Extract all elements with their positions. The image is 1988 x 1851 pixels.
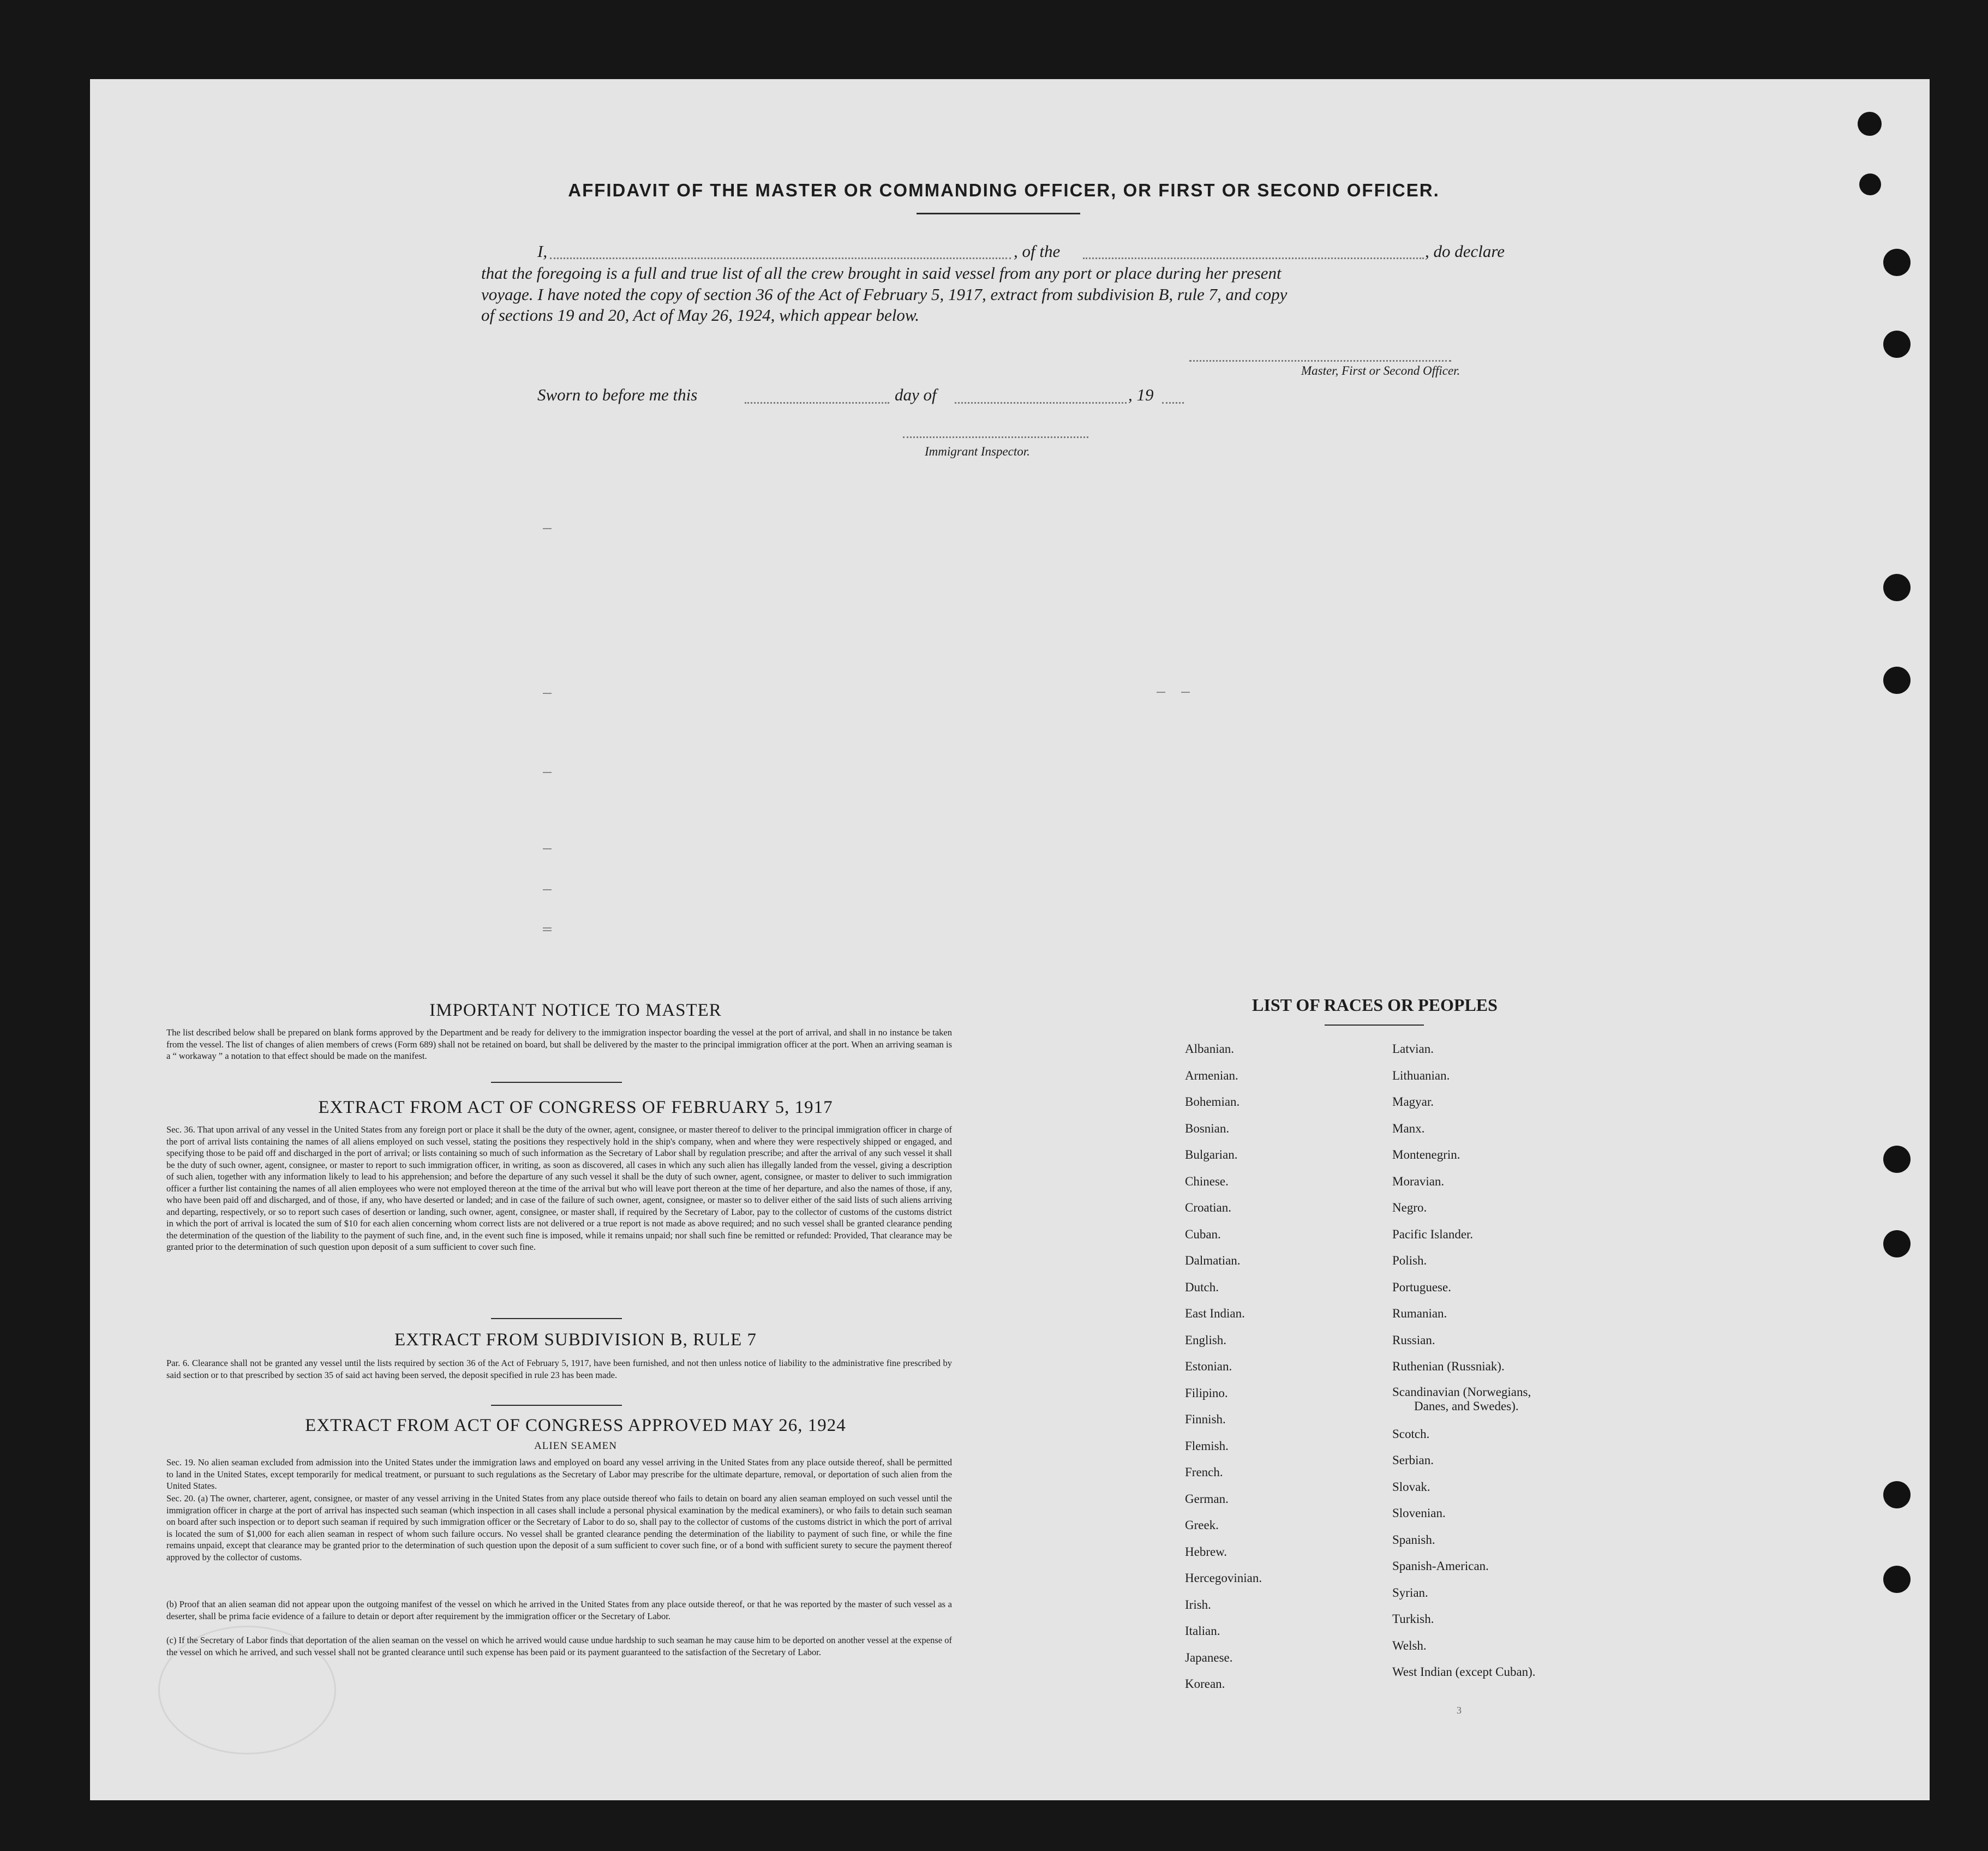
race-item: Ruthenian (Russniak). — [1392, 1359, 1505, 1373]
act-1924-subtitle: ALIEN SEAMEN — [534, 1440, 617, 1452]
race-item: Turkish. — [1392, 1612, 1434, 1626]
race-item: Dutch. — [1185, 1280, 1219, 1294]
race-item: Portuguese. — [1392, 1280, 1451, 1294]
race-item: French. — [1185, 1465, 1223, 1479]
race-item: Bohemian. — [1185, 1095, 1240, 1109]
race-item: Manx. — [1392, 1121, 1425, 1135]
rule7-title: EXTRACT FROM SUBDIVISION B, RULE 7 — [394, 1330, 757, 1350]
sworn-label: Sworn to before me this — [537, 385, 698, 404]
race-item: Lithuanian. — [1392, 1068, 1450, 1082]
race-item: Scandinavian (Norwegians, — [1392, 1385, 1531, 1399]
rule7-text: Par. 6. Clearance shall not be granted any vessel until the lists required by section 36 of the Act of February 5, 1917, have been furnished, and not then unless notice of liability to the administrative fine prescribed by said section or to that prescribed by section 35 of said act having been served, the deposit specified in rule 23 has been made. — [166, 1358, 952, 1380]
margin-tick — [1181, 692, 1190, 693]
declarant-name-field[interactable] — [550, 257, 1011, 259]
act-1924-title: EXTRACT FROM ACT OF CONGRESS APPROVED MAY 26, 1924 — [305, 1416, 846, 1435]
year-label: , 19 — [1128, 385, 1154, 404]
race-item: Finnish. — [1185, 1412, 1226, 1426]
race-item: Hebrew. — [1185, 1544, 1227, 1559]
race-item: Spanish. — [1392, 1532, 1435, 1547]
race-item: Slovenian. — [1392, 1506, 1446, 1520]
binder-hole — [1883, 1230, 1911, 1257]
race-item: Italian. — [1185, 1624, 1220, 1638]
race-item: West Indian (except Cuban). — [1392, 1665, 1536, 1679]
race-item: Slovak. — [1392, 1479, 1430, 1494]
declaration-do-declare: , do declare — [1425, 242, 1505, 261]
sworn-month-field[interactable] — [955, 402, 1127, 404]
race-item: Syrian. — [1392, 1585, 1428, 1600]
races-title: LIST OF RACES OR PEOPLES — [1252, 995, 1498, 1015]
declaration-of-the: , of the — [1014, 242, 1061, 261]
title-divider — [917, 213, 1080, 214]
race-item: Scotch. — [1392, 1427, 1430, 1441]
notice-title: IMPORTANT NOTICE TO MASTER — [429, 1001, 722, 1020]
margin-tick — [543, 889, 552, 890]
race-item: Korean. — [1185, 1677, 1225, 1691]
declaration-line-3: voyage. I have noted the copy of section 36 of the Act of February 5, 1917, extract from subdivision B, rule 7, and copy — [481, 285, 1288, 304]
margin-tick — [543, 772, 552, 773]
race-item: Bulgarian. — [1185, 1148, 1238, 1161]
binder-hole — [1859, 173, 1881, 195]
race-item: Montenegrin. — [1392, 1148, 1460, 1161]
race-item: German. — [1185, 1491, 1229, 1506]
race-item: Albanian. — [1185, 1042, 1235, 1056]
declaration-line-2: that the foregoing is a full and true list of all the crew brought in said vessel from any port or place during her present — [481, 263, 1282, 283]
race-item: Serbian. — [1392, 1453, 1434, 1467]
notice-divider — [491, 1082, 622, 1083]
race-item: Bosnian. — [1185, 1121, 1230, 1135]
sworn-day-field[interactable] — [745, 402, 889, 404]
race-item: Rumanian. — [1392, 1307, 1447, 1320]
races-divider — [1325, 1025, 1424, 1026]
race-item: Irish. — [1185, 1597, 1211, 1612]
binder-hole — [1883, 1481, 1911, 1508]
inspector-signature-field[interactable] — [903, 436, 1088, 438]
declaration-line-4: of sections 19 and 20, Act of May 26, 1924, which appear below. — [481, 305, 920, 325]
race-item: Negro. — [1392, 1201, 1427, 1214]
race-item: English. — [1185, 1333, 1227, 1347]
race-item: Cuban. — [1185, 1227, 1221, 1241]
binder-hole — [1883, 249, 1911, 276]
race-item: Moravian. — [1392, 1174, 1445, 1188]
margin-tick — [1157, 692, 1165, 693]
race-item: Japanese. — [1185, 1650, 1233, 1664]
binder-hole — [1883, 331, 1911, 358]
binder-hole — [1858, 112, 1882, 136]
race-item: Dalmatian. — [1185, 1254, 1241, 1267]
race-item: Welsh. — [1392, 1638, 1427, 1652]
master-caption: Master, First or Second Officer. — [1301, 364, 1460, 378]
binder-hole — [1883, 667, 1911, 694]
race-item: East Indian. — [1185, 1307, 1245, 1320]
inspector-caption: Immigrant Inspector. — [925, 445, 1030, 458]
act-1924-sec20c: (c) If the Secretary of Labor finds that deportation of the alien seaman on the vessel on which he arrived would cause undue hardship to such seaman he may cause him to be deported on another vessel at the expense of the vessel on which he arrived, and such vessel shall not be granted clearance until such expense has been paid or its payment guaranteed to the satisfaction of the Secretary of Labor. — [166, 1635, 952, 1657]
margin-tick — [543, 528, 552, 529]
race-item: Flemish. — [1185, 1439, 1229, 1453]
binder-hole — [1883, 1146, 1911, 1173]
rule7-divider — [491, 1405, 622, 1406]
race-item: Magyar. — [1392, 1095, 1434, 1109]
page-mark: 3 — [1457, 1705, 1462, 1716]
race-item: Greek. — [1185, 1518, 1219, 1532]
race-item: Danes, and Swedes). — [1414, 1399, 1519, 1413]
act-1917-text: Sec. 36. That upon arrival of any vessel in the United States from any foreign port or place it shall be the duty of the owner, agent, consignee, or master thereof to deliver to the principal immigration officer in charge of the port of arrival lists containing the names of all aliens employed on such vessel, stating the positions they respectively hold in the ship's company, when and where they were respectively shipped or engaged, and specifying those to be paid off and discharged in the port of arrival; or lists containing so much of such information as the Secretary of Labor shall by regulation prescribe; and after the arrival of any such vessel it shall be the duty of such owner, agent, consignee, or master to report to such immigration officer, in writing, as soon as discovered, all cases in which any such alien has illegally landed from the vessel, giving a description of such alien, together with any information likely to lead to his apprehension; and before the departure of any such vessel it shall be the duty of such owner, agent, consignee, or master to deliver to such immigration officer a further list containing the names of all alien employees who were not employed thereon at the time of the arrival but who will leave port thereon at the time of her departure, and also the names of those, if any, who have been paid off and discharged, and of those, if any, who have deserted or landed; and in case of the failure of such owner, agent, consignee, or master so to deliver either of the said lists of such aliens arriving and departing, respectively, or so to report such cases of desertion or landing, such owner, agent, consignee, or master shall, if required by the Secretary of Labor, pay to the collector of customs of the customs district in which the port of arrival is located the sum of $10 for each alien concerning whom correct lists are not delivered or a true report is not made as above required; and no such vessel shall be granted clearance pending the determination of the question of the liability to the payment of such fine, and, in the event such fine is imposed, while it remains unpaid; nor shall such fine be remitted or refunded: Provided, That clearance may be granted prior to the determination of such question upon deposit of a sum sufficient to cover such fine. — [166, 1124, 952, 1252]
margin-tick — [543, 693, 552, 694]
binder-hole — [1883, 574, 1911, 601]
master-signature-field[interactable] — [1189, 360, 1451, 362]
margin-tick — [543, 927, 552, 929]
race-item: Croatian. — [1185, 1201, 1231, 1214]
declaration-i: I, — [537, 242, 548, 261]
act-1924-sec20b: (b) Proof that an alien seaman did not appear upon the outgoing manifest of the vessel on which he arrived in the United States from any place outside thereof, or that he was reported by the master of such vessel as a deserter, shall be prima facie evidence of a failure to detain or deport after requirement by the immigration officer or the Secretary of Labor. — [166, 1599, 952, 1621]
act-1924-sec20a: Sec. 20. (a) The owner, charterer, agent, consignee, or master of any vessel arriving in the United States from any place outside thereof who fails to detain on board any alien seaman employed on such vessel until the immigration officer in charge at the port of arrival has inspected such seaman (which inspection in all cases shall include a personal physical examination by the medical examiners), or who fails to detain such seaman on board after such inspection or to deport such seaman if required by such immigration officer or the Secretary of Labor to do so, shall pay to the collector of customs of the customs district in which the port of arrival is located the sum of $1,000 for each alien seaman in respect of whom such failure occurs. No vessel shall be granted clearance pending the determination of the liability to payment of such fine, or while the fine remains unpaid, except that clearance may be granted prior to the determination of such question upon the deposit of a sum sufficient to cover such fine, or of a bond with sufficient surety to secure the payment thereof approved by the collector of customs. — [166, 1493, 952, 1562]
act-1917-divider — [491, 1318, 622, 1319]
race-item: Filipino. — [1185, 1386, 1228, 1400]
notice-text: The list described below shall be prepared on blank forms approved by the Department and be ready for delivery to the immigration inspector boarding the vessel at the port of arrival, and shall in no instance be taken from the vessel. The list of changes of alien members of crews (Form 689) shall not be retained on board, but shall be delivered by the master to the principal immigration officer at the port. When an arriving seaman is a “ workaway ” a notation to that effect should be made on the manifest. — [166, 1027, 952, 1061]
race-item: Chinese. — [1185, 1174, 1229, 1188]
race-item: Polish. — [1392, 1254, 1427, 1267]
race-item: Armenian. — [1185, 1068, 1238, 1082]
race-item: Spanish-American. — [1392, 1559, 1489, 1573]
vessel-name-field[interactable] — [1083, 257, 1424, 259]
race-item: Latvian. — [1392, 1042, 1434, 1056]
margin-tick — [543, 930, 552, 931]
margin-tick — [543, 848, 552, 849]
race-item: Pacific Islander. — [1392, 1227, 1474, 1241]
day-of-label: day of — [895, 385, 937, 404]
races-right-column — [1392, 1041, 1536, 1691]
race-item: Estonian. — [1185, 1359, 1232, 1373]
act-1924-sec19: Sec. 19. No alien seaman excluded from admission into the United States under the immigration laws and employed on board any vessel arriving in the United States from any place outside thereof, shall be permitted to land in the United States, except temporarily for medical treatment, or pursuant to such regulations as the Secretary of Labor may prescribe for the ultimate departure, removal, or deportation of such alien from the United States. — [166, 1457, 952, 1491]
race-item: Russian. — [1392, 1333, 1435, 1347]
binder-hole — [1883, 1566, 1911, 1593]
race-item: Hercegovinian. — [1185, 1571, 1262, 1585]
races-left-column — [1185, 1041, 1262, 1703]
sworn-year-field[interactable] — [1162, 402, 1184, 404]
act-1917-title: EXTRACT FROM ACT OF CONGRESS OF FEBRUARY 5, 1917 — [318, 1098, 833, 1117]
affidavit-title: AFFIDAVIT OF THE MASTER OR COMMANDING OFFICER, OR FIRST OR SECOND OFFICER. — [568, 180, 1440, 200]
